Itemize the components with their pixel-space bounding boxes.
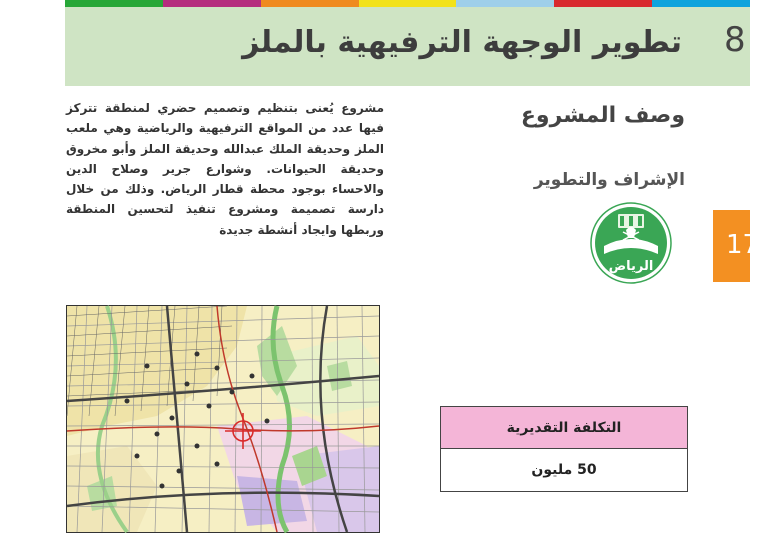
estimated-cost-label: التكلفة التقديرية: [441, 407, 687, 449]
project-number: 8: [724, 20, 746, 60]
page-title: تطوير الوجهة الترفيهية بالملز: [242, 25, 682, 60]
color-bar-segment: [65, 0, 163, 7]
estimated-cost-box: [440, 406, 688, 492]
header-color-bar: [65, 0, 750, 7]
location-map-icon: [66, 305, 380, 533]
color-bar-segment: [456, 0, 554, 7]
estimated-cost-value: 50 مليون: [531, 462, 597, 478]
color-bar-segment: [359, 0, 457, 7]
project-description: مشروع يُعنى بتنظيم وتصميم حضري لمنطقة تتركز فيها عدد من المواقع الترفيهية والرياضية وهي ملعب الملز وحديقة الملك عبدالله وحديقة الملز وأبو مخروق وحديقة الحيوانات. وشوارع جرير وصلاح الدين والاحساء بوجود محطة قطار الرياض. وذلك من خلال دارسة تصميمة ومشروع تنفيذ لتحسين المنطقة وربطها وايجاد أنشطة جديدة: [66, 101, 384, 237]
page-side-tab: [713, 210, 759, 282]
color-bar-segment: [163, 0, 261, 7]
riyadh-municipality-logo-icon: [590, 202, 672, 284]
page-header: [65, 7, 750, 86]
color-bar-segment: [261, 0, 359, 7]
color-bar-segment: [554, 0, 652, 7]
section-title: وصف المشروع: [520, 103, 685, 128]
side-tab-number: 17: [726, 230, 759, 260]
logo-text: الرياض: [608, 259, 654, 274]
color-bar-segment: [652, 0, 750, 7]
supervision-label: الإشراف والتطوير: [533, 170, 685, 190]
